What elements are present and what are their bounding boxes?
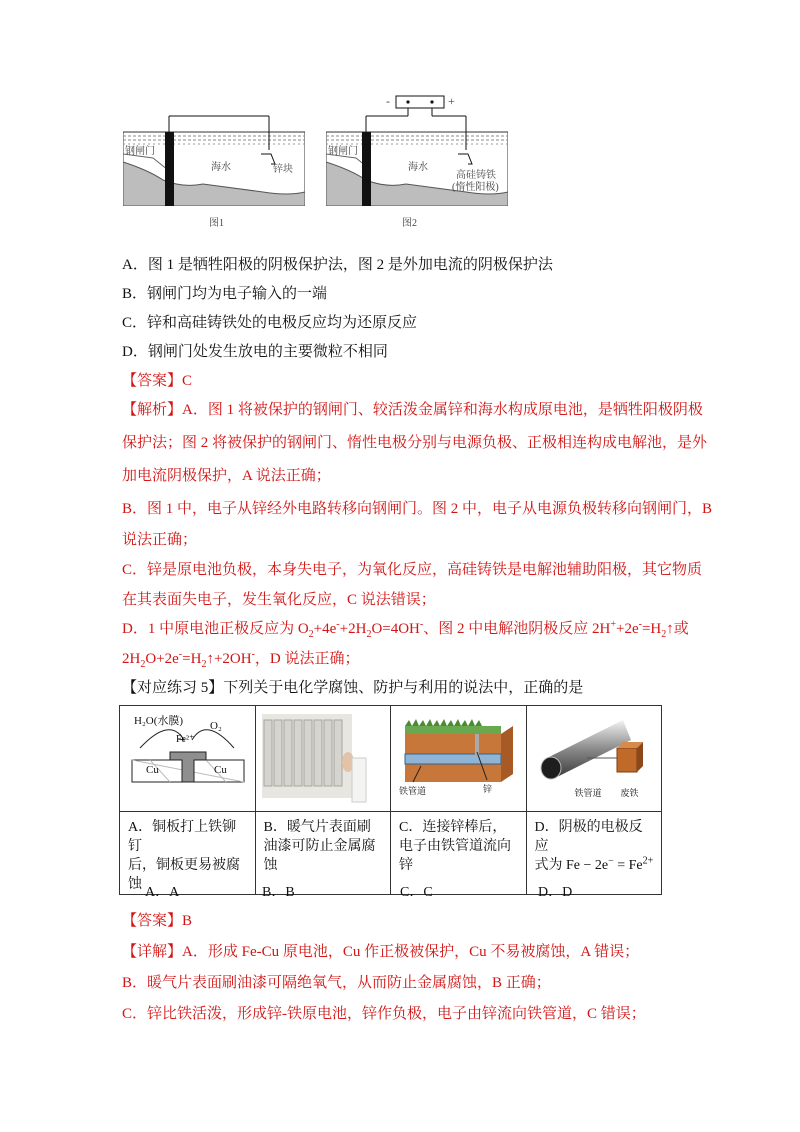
- cell-line: 蚀: [128, 877, 142, 892]
- superscript: -: [251, 649, 255, 660]
- cell-line: D．阴极的电极反应: [534, 820, 643, 854]
- choice-b: B．B: [262, 885, 295, 900]
- image-cell-d: [526, 706, 662, 812]
- label-iron-pipe: 铁管道: [399, 786, 427, 796]
- cell-line: 油漆可防止金属腐: [263, 839, 376, 854]
- analysis-line-5: 说法正确；: [122, 532, 198, 548]
- explain-tag: 【详解】: [122, 944, 183, 960]
- label-o2: O₂: [210, 720, 222, 732]
- label-iron-pipe: 铁管道: [574, 788, 602, 798]
- subscript: 2: [366, 629, 372, 640]
- choice-c: C．C: [400, 885, 433, 900]
- analysis-tag: 【解析】: [122, 402, 183, 418]
- option-cell-a: [120, 812, 256, 895]
- practice-5-title: 【对应练习 5】下列关于电化学腐蚀、防护与利用的说法中，正确的是: [122, 680, 584, 696]
- superscript: +: [610, 619, 616, 630]
- analysis-line-1: [122, 400, 703, 420]
- text-seg: +4e: [313, 621, 337, 637]
- analysis-line-2: 保护法；图 2 将被保护的钢闸门、惰性电极分别与电源负极、正极相连构成电解池，是外: [122, 435, 708, 451]
- analysis-text: A．图 1 将被保护的钢闸门、较活泼金属锌和海水构成原电池，是牺牲阳极阴极: [182, 402, 703, 418]
- label-seawater: 海水: [408, 162, 428, 173]
- superscript: 2+: [642, 855, 654, 867]
- label-zinc-block: 锌块: [273, 164, 293, 175]
- explain-line-1: [122, 942, 639, 962]
- analysis-line-4: B．图 1 中，电子从锌经外电路转移向钢闸门。图 2 中，电子从电源负极转移向钢闸门，B: [122, 501, 713, 517]
- superscript: -: [336, 619, 340, 630]
- text-seg: =H: [641, 621, 662, 637]
- label-anode: 高硅铸铁: [456, 170, 496, 181]
- label-gate: 钢闸门: [125, 146, 155, 157]
- choice-d: D．D: [538, 885, 573, 900]
- option-c: C．锌和高硅铸铁处的电极反应均为还原反应: [122, 315, 418, 331]
- answer-value: C: [182, 373, 193, 389]
- answer-tag: 【答案】: [122, 913, 183, 929]
- image-cell-a: [120, 706, 256, 812]
- cell-line: [535, 856, 656, 875]
- options-table: [119, 705, 662, 895]
- label-scrap-iron: 废铁: [620, 788, 639, 798]
- label-water-film: H₂O(水膜): [134, 715, 184, 727]
- cell-line: C．连接锌棒后，: [399, 820, 507, 835]
- text-seg: +2H: [339, 621, 367, 637]
- image-cell-c: [391, 706, 527, 812]
- figure-1: [123, 92, 305, 229]
- label-fe2plus: Fe²⁺: [176, 734, 195, 745]
- label-gate: 钢闸门: [328, 146, 358, 157]
- answer-tag: 【答案】: [122, 373, 183, 389]
- label-cu-left: Cu: [146, 764, 159, 776]
- subscript: 2: [201, 659, 207, 670]
- answer-line-5: [122, 911, 192, 931]
- superscript: −: [608, 855, 614, 867]
- text-seg: +2e: [615, 621, 639, 637]
- subscript: 2: [661, 629, 667, 640]
- text-seg: =H: [182, 651, 202, 667]
- text-seg: 2H: [122, 651, 141, 667]
- minus-terminal: -: [386, 94, 390, 108]
- superscript: -: [178, 649, 183, 660]
- superscript: -: [638, 619, 642, 630]
- explain-line-3: C．锌比铁活泼，形成锌-铁原电池，锌作负极，电子由锌流向铁管道，C 错误；: [122, 1006, 646, 1022]
- image-cell-b: [255, 706, 391, 812]
- text-seg: O+2e: [145, 651, 179, 667]
- cell-line: 蚀: [263, 858, 278, 873]
- text-seg: 式为 Fe − 2e: [534, 858, 609, 873]
- option-a: A．图 1 是牺牲阳极的阴极保护法，图 2 是外加电流的阴极保护法: [122, 257, 553, 273]
- figure-2-caption: 图2: [402, 218, 417, 229]
- explain-line-2: B．暖气片表面刷油漆可隔绝氧气，从而防止金属腐蚀，B 正确；: [122, 975, 551, 991]
- figure-2: [326, 92, 508, 229]
- text-seg: D．1 中原电池正极反应为 O: [122, 621, 309, 637]
- cell-line: 后，铜板更易被腐: [128, 858, 240, 873]
- option-d: D．钢闸门处发生放电的主要微粒不相同: [122, 344, 388, 360]
- answer-line: [122, 371, 192, 391]
- text-seg: = Fe: [613, 858, 643, 873]
- cell-line: 电子由铁管道流向: [399, 839, 511, 854]
- superscript: -: [419, 619, 424, 630]
- analysis-line-3: 加电流阴极保护，A 说法正确；: [122, 468, 331, 484]
- explain-text: A．形成 Fe-Cu 原电池，Cu 作正极被保护，Cu 不易被腐蚀，A 错误；: [182, 944, 640, 960]
- analysis-line-9: [122, 649, 360, 669]
- analysis-line-6: C．锌是原电池负极，本身失电子，为氧化反应，高硅铸铁是电解池辅助阳极，其它物质: [122, 562, 703, 578]
- choice-a: A．A: [145, 885, 180, 900]
- subscript: 2: [308, 629, 314, 640]
- analysis-line-8: [122, 619, 689, 639]
- text-seg: O=4OH: [371, 621, 420, 637]
- subscript: 2: [140, 659, 146, 670]
- text-seg: ↑或: [666, 621, 689, 637]
- cell-line: 锌: [399, 858, 413, 873]
- cell-line: B．暖气片表面刷: [263, 820, 371, 835]
- label-seawater: 海水: [211, 162, 231, 173]
- label-cu-right: Cu: [214, 764, 227, 776]
- plus-terminal: +: [448, 94, 455, 108]
- text-seg: 、图 2 中电解池阴极反应 2H: [423, 621, 611, 637]
- text-seg: ，D 说法正确；: [254, 651, 360, 667]
- label-zinc: 锌: [483, 784, 493, 794]
- answer-value: B: [182, 913, 193, 929]
- figure-1-caption: 图1: [209, 218, 224, 229]
- cell-line: A．铜板打上铁铆钉: [128, 820, 237, 854]
- radiator-image: [256, 706, 390, 806]
- label-anode-note: (惰性阳极): [452, 182, 499, 193]
- text-seg: ↑+2OH: [206, 651, 252, 667]
- option-b: B．钢闸门均为电子输入的一端: [122, 286, 328, 302]
- analysis-line-7: 在其表面失电子，发生氧化反应，C 说法错误；: [122, 592, 436, 608]
